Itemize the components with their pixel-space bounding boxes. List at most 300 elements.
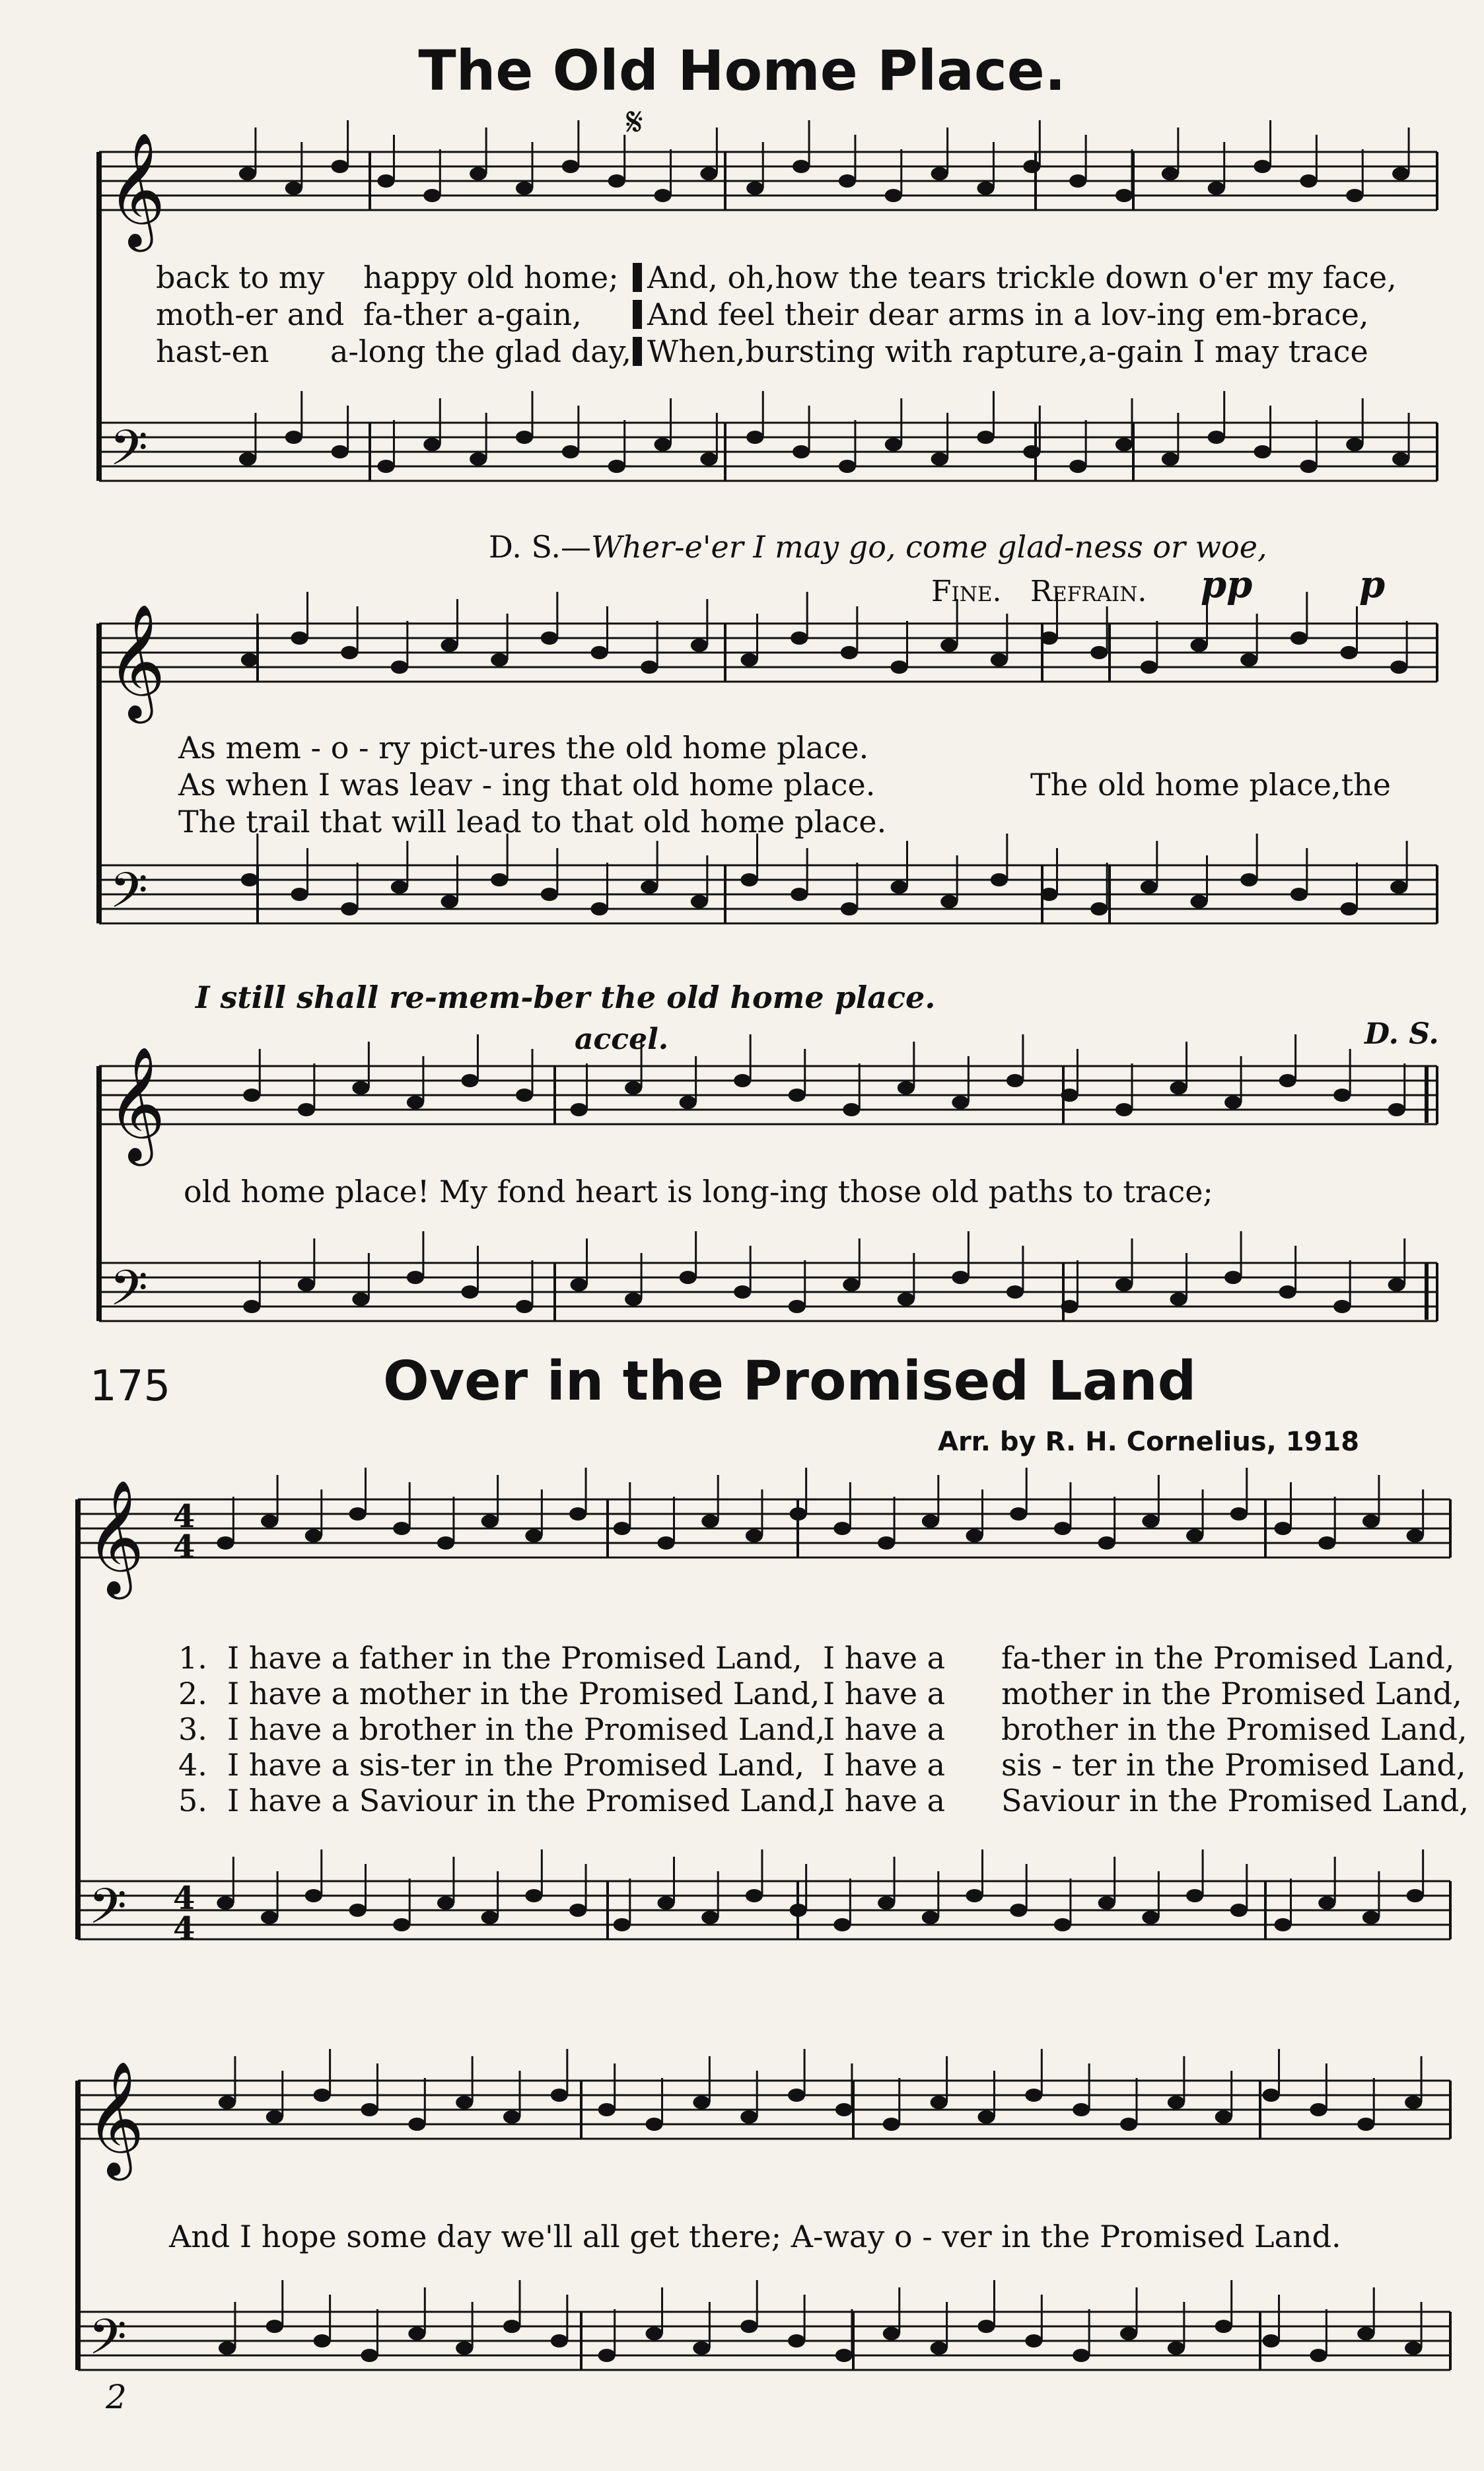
h2-s2-bass-note xyxy=(1357,2327,1374,2340)
h1-s3-bass-note xyxy=(1279,1285,1296,1299)
h2-s2-treble-note xyxy=(1263,2089,1280,2102)
h2-s1-treble-note xyxy=(1186,1529,1203,1542)
verse-line-a: I have a father in the Promised Land, xyxy=(227,1640,802,1676)
h2-s1-bass-note xyxy=(1407,1889,1424,1902)
h1-s2-bass-note xyxy=(1390,880,1407,894)
h2-s1-bass-note xyxy=(1010,1904,1027,1917)
h1-s2-bass-note xyxy=(841,902,858,915)
h2-s2-bass-note xyxy=(1073,2349,1090,2362)
lyric-s3: old home place! My fond heart is long-ing those old paths to trace; xyxy=(184,1174,1213,1209)
verse-number: 2. xyxy=(178,1676,207,1711)
h1-s1-treble-note xyxy=(1208,182,1225,195)
h1-s1-bass-note xyxy=(1346,438,1363,451)
h1-s1-treble-note xyxy=(1300,174,1317,188)
h1-s2-bass-note xyxy=(1090,902,1108,915)
h1-s2-bass-note xyxy=(341,902,358,915)
h1-s2-bass-note xyxy=(241,873,258,886)
h1-s3-bass-note xyxy=(1388,1278,1405,1291)
h1-s3-bass-note xyxy=(243,1300,260,1313)
accel-marking: accel. xyxy=(575,1022,669,1056)
verse-line-c: brother in the Promised Land, xyxy=(1001,1711,1467,1747)
lyric-s2-verse2: As when I was leav - ing that old home place. xyxy=(178,767,876,803)
h2-s2-treble-note xyxy=(503,2110,520,2124)
h2-s2-bass-note xyxy=(1405,2342,1422,2355)
h2-s2-bass-note xyxy=(266,2320,283,2333)
h2-s2-treble-note xyxy=(835,2103,853,2116)
h2-s2-treble-note xyxy=(361,2103,378,2116)
h2-s1-treble-note xyxy=(966,1529,983,1542)
h2-s1-bass-note xyxy=(437,1896,454,1910)
h1-s1-bass-note xyxy=(608,460,625,473)
refrain-marking: Refrain. xyxy=(1030,575,1147,608)
lyric-verse3-part3: When,bursting with rapture,a-gain I may trace xyxy=(633,333,1368,370)
h1-s2-treble-note xyxy=(591,646,608,659)
h2-s2-bass-note xyxy=(1215,2320,1232,2333)
h1-s3-bass-note xyxy=(789,1300,806,1313)
h1-s3-treble-note xyxy=(734,1074,751,1087)
h1-s3-bass-note xyxy=(352,1293,369,1306)
h1-s1-bass-note xyxy=(332,445,349,458)
lyric-s2-verse1: As mem - o - ry pict-ures the old home place. xyxy=(178,730,869,766)
h1-s2-bass-note xyxy=(1240,873,1257,886)
verse-line-b: I have a xyxy=(823,1711,946,1747)
h2-s2-treble-note xyxy=(314,2089,331,2102)
h2-s1-bass-note xyxy=(393,1918,410,1931)
h2-s1-treble-note xyxy=(1230,1507,1248,1521)
h2-s1-treble-note xyxy=(1098,1536,1115,1550)
h1-s3-bass-note xyxy=(680,1271,697,1284)
treble-clef-icon: 𝄞 xyxy=(86,1480,145,1594)
h2-s1-treble-note xyxy=(922,1515,939,1528)
h2-s2-bass-note xyxy=(551,2334,568,2347)
verse-line-b: I have a xyxy=(823,1747,946,1783)
h1-s1-treble-note xyxy=(1023,160,1040,173)
h1-s2-bass-note xyxy=(391,880,408,894)
lyric-verse3-part1: hast-en xyxy=(156,334,269,369)
h2-s1-treble-note xyxy=(525,1529,542,1542)
h1-s2-treble-note xyxy=(741,653,758,666)
h2-s2-treble-note xyxy=(1357,2118,1374,2131)
h1-s1-bass-note xyxy=(1254,445,1271,458)
h1-s2-bass-note xyxy=(991,873,1008,886)
h1-s1-bass-note xyxy=(654,438,672,451)
h2-s2-treble-note xyxy=(931,2096,948,2109)
segno-sign: 𝄋 xyxy=(626,99,643,145)
verse-bar-mark xyxy=(633,263,642,292)
verse-line-a: I have a sis-ter in the Promised Land, xyxy=(227,1747,804,1783)
h2-s1-bass-note xyxy=(217,1896,234,1910)
h1-s1-bass-note xyxy=(839,460,856,473)
treble-clef-icon: 𝄞 xyxy=(107,132,166,247)
h2-s2-treble-note xyxy=(693,2096,710,2109)
h1-s3-bass-note xyxy=(734,1285,751,1299)
h2-s2-bass-note xyxy=(1025,2334,1042,2347)
h1-s3-treble-note xyxy=(898,1081,915,1094)
h1-s2-treble-note xyxy=(491,653,508,666)
h1-s2-treble-note xyxy=(641,661,658,674)
verse-line-a: I have a Saviour in the Promised Land, xyxy=(227,1783,827,1818)
h1-s3-bass-note xyxy=(952,1271,969,1284)
lyric-verse1-part2: happy old home; xyxy=(363,260,619,295)
h1-s2-treble-note xyxy=(241,653,258,666)
dynamic-pp: pp xyxy=(1201,563,1253,606)
h1-s2-treble-note xyxy=(841,646,858,659)
h1-s3-treble-note xyxy=(243,1089,260,1102)
h1-s1-treble-note xyxy=(1069,174,1086,188)
h1-s1-bass-note xyxy=(377,460,394,473)
lyric-verse2-part1: moth-er and xyxy=(156,297,345,332)
h1-s3-treble-note xyxy=(1061,1089,1078,1102)
h1-s2-treble-note xyxy=(1041,631,1058,645)
h1-s1-treble-note xyxy=(239,167,256,180)
h1-s2-treble-note xyxy=(1290,631,1308,645)
h1-s2-bass-note xyxy=(1141,880,1158,894)
page-number: 2 xyxy=(106,2378,127,2416)
h1-s3-treble-note xyxy=(1007,1074,1024,1087)
h1-s1-treble-note xyxy=(1162,167,1179,180)
h2-s2-treble-note xyxy=(266,2110,283,2124)
h1-s3-treble-note xyxy=(407,1096,424,1109)
bass-lyric: I still shall re-mem-ber the old home place. xyxy=(195,980,936,1015)
h1-s1-bass-note xyxy=(423,438,441,451)
h2-s1-bass-note xyxy=(1054,1918,1071,1931)
h2-s1-treble-note xyxy=(658,1536,675,1550)
h1-s2-treble-note xyxy=(391,661,408,674)
h2-s2-bass-note xyxy=(408,2327,425,2340)
h2-s1-treble-note xyxy=(1142,1515,1159,1528)
h2-s1-bass-note xyxy=(614,1918,631,1931)
verse-line-a: I have a brother in the Promised Land, xyxy=(227,1711,826,1747)
h2-s1-bass-note xyxy=(790,1904,807,1917)
h1-s2-treble-note xyxy=(291,631,308,645)
h1-s2-treble-note xyxy=(341,646,358,659)
h2-s1-bass-note xyxy=(305,1889,322,1902)
h2-s1-treble-note xyxy=(1318,1536,1335,1550)
h1-s1-treble-note xyxy=(793,160,810,173)
h2-s2-bass-note xyxy=(883,2327,900,2340)
h2-s2-treble-note xyxy=(1310,2103,1327,2116)
h1-s1-treble-note xyxy=(700,167,717,180)
h1-s2-treble-note xyxy=(541,631,558,645)
h1-s3-treble-note xyxy=(1115,1103,1133,1116)
verse-number: 1. xyxy=(178,1640,207,1676)
h1-s1-treble-note xyxy=(746,182,763,195)
bass-clef-icon: 𝄢 xyxy=(88,2309,127,2378)
h1-s3-treble-note xyxy=(680,1096,697,1109)
h2-s1-treble-note xyxy=(481,1515,499,1528)
h1-s1-bass-note xyxy=(516,431,533,444)
h1-s2-bass-note xyxy=(291,888,308,901)
h2-s1-bass-note xyxy=(1275,1918,1292,1931)
h2-s2-bass-note xyxy=(219,2342,236,2355)
h1-s3-treble-note xyxy=(1333,1089,1351,1102)
h1-s2-bass-note xyxy=(591,902,608,915)
h1-s1-treble-note xyxy=(839,174,856,188)
h1-s1-treble-note xyxy=(608,174,625,188)
fine-marking: Fine. xyxy=(931,575,1002,608)
h1-s1-treble-note xyxy=(1115,189,1133,202)
h2-s2-treble-note xyxy=(219,2096,236,2109)
h1-s2-bass-note xyxy=(791,888,808,901)
h2-s2-treble-note xyxy=(1073,2103,1090,2116)
h1-s3-treble-note xyxy=(571,1103,588,1116)
h2-s1-treble-note xyxy=(305,1529,322,1542)
h2-s1-treble-note xyxy=(833,1522,851,1535)
h1-s1-treble-note xyxy=(285,182,302,195)
h1-s3-treble-note xyxy=(352,1081,369,1094)
h1-s1-bass-note xyxy=(470,452,487,466)
h2-s2-treble-note xyxy=(551,2089,568,2102)
bass-clef-icon: 𝄢 xyxy=(88,1878,127,1947)
treble-clef-icon: 𝄞 xyxy=(86,2061,145,2176)
h2-s1-bass-note xyxy=(525,1889,542,1902)
h2-s2-treble-note xyxy=(1025,2089,1042,2102)
arranger-credit: Arr. by R. H. Cornelius, 1918 xyxy=(938,1427,1360,1457)
h1-s1-bass-note xyxy=(1208,431,1225,444)
h2-s2-treble-note xyxy=(646,2118,663,2131)
h2-s1-treble-note xyxy=(701,1515,719,1528)
h2-s2-bass-note xyxy=(1310,2349,1327,2362)
h1-s3-bass-note xyxy=(1224,1271,1242,1284)
h2-s1-bass-note xyxy=(349,1904,367,1917)
h2-s1-bass-note xyxy=(261,1911,278,1924)
h2-s1-treble-note xyxy=(1362,1515,1380,1528)
verse-line-c: mother in the Promised Land, xyxy=(1001,1676,1462,1711)
h1-s3-treble-note xyxy=(952,1096,969,1109)
h1-s1-bass-note xyxy=(885,438,902,451)
h2-s2-bass-note xyxy=(740,2320,758,2333)
h1-s1-bass-note xyxy=(1023,445,1040,458)
h2-s1-bass-note xyxy=(1230,1904,1248,1917)
h2-s2-bass-note xyxy=(1168,2342,1185,2355)
verse-line-c: sis - ter in the Promised Land, xyxy=(1001,1747,1466,1783)
treble-clef-icon: 𝄞 xyxy=(107,1046,166,1161)
h1-s1-treble-note xyxy=(931,167,948,180)
h2-s2-treble-note xyxy=(1168,2096,1185,2109)
h1-s2-treble-note xyxy=(791,631,808,645)
h1-s3-bass-note xyxy=(298,1278,315,1291)
verse-line-c: Saviour in the Promised Land, xyxy=(1001,1783,1469,1818)
h2-s1-bass-note xyxy=(966,1889,983,1902)
h1-s2-bass-note xyxy=(541,888,558,901)
h2-s1-bass-note xyxy=(1142,1911,1159,1924)
h1-s2-treble-note xyxy=(1341,646,1358,659)
h1-s2-bass-note xyxy=(641,880,658,894)
h2-s2-treble-note xyxy=(1405,2096,1422,2109)
h1-s2-treble-note xyxy=(1240,653,1257,666)
h1-s2-treble-note xyxy=(1191,639,1208,652)
h1-s1-bass-note xyxy=(931,452,948,466)
verse-line-c: fa-ther in the Promised Land, xyxy=(1001,1640,1455,1676)
h2-s2-bass-note xyxy=(598,2349,616,2362)
h2-s1-treble-note xyxy=(217,1536,234,1550)
h1-s1-bass-note xyxy=(1162,452,1179,466)
h2-s2-bass-note xyxy=(693,2342,710,2355)
h1-s1-bass-note xyxy=(285,431,302,444)
h1-s1-bass-note xyxy=(1115,438,1133,451)
h1-s2-treble-note xyxy=(940,639,958,652)
h2-s2-bass-note xyxy=(361,2349,378,2362)
h2-s1-bass-note xyxy=(701,1911,719,1924)
h1-s1-treble-note xyxy=(1254,160,1271,173)
h1-s3-treble-note xyxy=(1279,1074,1296,1087)
h1-s1-bass-note xyxy=(239,452,256,466)
h1-s3-bass-note xyxy=(1170,1293,1187,1306)
h2-s2-treble-note xyxy=(788,2089,805,2102)
bass-clef-icon: 𝄢 xyxy=(110,419,148,489)
h1-s1-bass-note xyxy=(977,431,994,444)
h1-s3-treble-note xyxy=(1170,1081,1187,1094)
h2-treble-timesig: 4 xyxy=(173,1528,195,1565)
hymn2-refrain-lyric: And I hope some day we'll all get there; A-way o - ver in the Promised Land. xyxy=(169,2219,1341,2254)
refrain-lyric: The old home place,the xyxy=(1030,767,1391,803)
h1-s3-treble-note xyxy=(1388,1103,1405,1116)
h1-s2-bass-note xyxy=(1290,888,1308,901)
lyric-verse3-part2: a-long the glad day, xyxy=(330,334,632,369)
ds-marking: D. S. xyxy=(1364,1017,1439,1051)
h1-s1-treble-note xyxy=(516,182,533,195)
verse-bar-mark xyxy=(633,300,642,329)
lyric-verse2-part2: fa-ther a-gain, xyxy=(363,297,582,332)
h2-s1-bass-note xyxy=(1098,1896,1115,1910)
h2-s1-treble-note xyxy=(1407,1529,1424,1542)
h2-s1-treble-note xyxy=(614,1522,631,1535)
hymn2-title: Over in the Promised Land xyxy=(383,1350,1197,1413)
h1-s1-treble-note xyxy=(562,160,579,173)
h1-s1-treble-note xyxy=(977,182,994,195)
h1-s2-bass-note xyxy=(441,895,458,908)
h2-s1-treble-note xyxy=(1275,1522,1292,1535)
h2-s1-bass-note xyxy=(746,1889,763,1902)
h2-s1-bass-note xyxy=(1318,1896,1335,1910)
h1-s3-treble-note xyxy=(461,1074,478,1087)
h1-s1-treble-note xyxy=(423,189,441,202)
h2-s2-treble-note xyxy=(883,2118,900,2131)
h2-treble-timesig: 4 xyxy=(173,1498,195,1535)
verse-line-b: I have a xyxy=(823,1783,946,1818)
h1-s2-bass-note xyxy=(1191,895,1208,908)
h2-s2-treble-note xyxy=(1215,2110,1232,2124)
lyric-verse2-part3: And feel their dear arms in a lov-ing em-brace, xyxy=(633,296,1369,333)
lyric-verse1-part1: back to my xyxy=(156,260,325,295)
verse-number: 3. xyxy=(178,1711,207,1747)
h2-s1-treble-note xyxy=(261,1515,278,1528)
h2-s1-bass-note xyxy=(658,1896,675,1910)
h2-s2-bass-note xyxy=(646,2327,663,2340)
h1-s2-treble-note xyxy=(441,639,458,652)
verse-line-a: I have a mother in the Promised Land, xyxy=(227,1676,820,1711)
lyric-verse1-part3: And, oh,how the tears trickle down o'er my face, xyxy=(633,259,1397,296)
bass-clef-icon: 𝄢 xyxy=(110,1260,148,1329)
h1-s2-bass-note xyxy=(891,880,908,894)
h1-s2-treble-note xyxy=(891,661,908,674)
h2-s1-treble-note xyxy=(746,1529,763,1542)
h2-s2-bass-note xyxy=(1263,2334,1280,2347)
h2-s2-treble-note xyxy=(408,2118,425,2131)
h1-s1-treble-note xyxy=(470,167,487,180)
h2-s1-treble-note xyxy=(393,1522,410,1535)
h2-s1-treble-note xyxy=(349,1507,367,1521)
bass-clef-icon: 𝄢 xyxy=(110,862,148,931)
h1-s2-bass-note xyxy=(491,873,508,886)
h2-s2-treble-note xyxy=(977,2110,995,2124)
verse-number: 5. xyxy=(178,1783,207,1818)
h1-s1-treble-note xyxy=(332,160,349,173)
h1-s2-bass-note xyxy=(1041,888,1058,901)
h2-s1-bass-note xyxy=(1186,1889,1203,1902)
h2-s2-bass-note xyxy=(503,2320,520,2333)
h1-s3-bass-note xyxy=(1333,1300,1351,1313)
h1-s2-bass-note xyxy=(691,895,708,908)
h2-s2-treble-note xyxy=(740,2110,758,2124)
h2-s1-bass-note xyxy=(569,1904,586,1917)
h2-s2-bass-note xyxy=(314,2334,331,2347)
h1-s1-treble-note xyxy=(377,174,394,188)
verse-line-b: I have a xyxy=(823,1676,946,1711)
h1-s2-treble-note xyxy=(991,653,1008,666)
ds-bass-lyric: D. S.—Wher-e'er I may go, come glad-ness or woe, xyxy=(489,529,1267,565)
h2-s2-bass-note xyxy=(788,2334,805,2347)
h2-s1-treble-note xyxy=(790,1507,807,1521)
h2-s1-bass-note xyxy=(1362,1911,1380,1924)
h1-s3-bass-note xyxy=(625,1293,642,1306)
lyric-s2-verse3: The trail that will lead to that old home place. xyxy=(178,804,887,840)
h2-s1-treble-note xyxy=(1054,1522,1071,1535)
verse-number: 4. xyxy=(178,1747,207,1783)
h2-s1-bass-note xyxy=(878,1896,895,1910)
h1-s3-treble-note xyxy=(298,1103,315,1116)
h2-bass-timesig: 4 xyxy=(173,1880,195,1917)
h1-s1-treble-note xyxy=(1346,189,1363,202)
hymn-number: 175 xyxy=(90,1362,171,1411)
h2-s2-bass-note xyxy=(835,2349,853,2362)
verse-line-b: I have a xyxy=(823,1640,946,1676)
h2-s2-bass-note xyxy=(931,2342,948,2355)
h1-s1-bass-note xyxy=(700,452,717,466)
h1-s1-bass-note xyxy=(1300,460,1317,473)
h2-s2-bass-note xyxy=(456,2342,473,2355)
h2-s1-bass-note xyxy=(833,1918,851,1931)
h1-s1-treble-note xyxy=(654,189,672,202)
h1-s1-bass-note xyxy=(1069,460,1086,473)
h2-s2-bass-note xyxy=(977,2320,995,2333)
h2-s1-bass-note xyxy=(481,1911,499,1924)
h1-s1-bass-note xyxy=(562,445,579,458)
h1-s3-bass-note xyxy=(1061,1300,1078,1313)
h2-s2-treble-note xyxy=(598,2103,616,2116)
dynamic-p: p xyxy=(1359,563,1386,606)
h1-s2-bass-note xyxy=(741,873,758,886)
h2-s1-treble-note xyxy=(1010,1507,1027,1521)
verse-bar-mark xyxy=(633,337,642,366)
h1-s3-treble-note xyxy=(789,1089,806,1102)
h2-s2-bass-note xyxy=(1120,2327,1137,2340)
h1-s2-treble-note xyxy=(1090,646,1108,659)
h1-s3-bass-note xyxy=(407,1271,424,1284)
h1-s3-bass-note xyxy=(571,1278,588,1291)
h1-s1-treble-note xyxy=(885,189,902,202)
h2-s2-treble-note xyxy=(1120,2118,1137,2131)
h2-s2-treble-note xyxy=(456,2096,473,2109)
h1-s1-bass-note xyxy=(746,431,763,444)
treble-clef-icon: 𝄞 xyxy=(107,604,166,719)
h2-s1-treble-note xyxy=(878,1536,895,1550)
h1-s3-treble-note xyxy=(1224,1096,1242,1109)
h1-s3-bass-note xyxy=(843,1278,860,1291)
h2-s1-treble-note xyxy=(437,1536,454,1550)
hymn-title: The Old Home Place. xyxy=(418,38,1066,103)
h1-s1-bass-note xyxy=(1392,452,1409,466)
